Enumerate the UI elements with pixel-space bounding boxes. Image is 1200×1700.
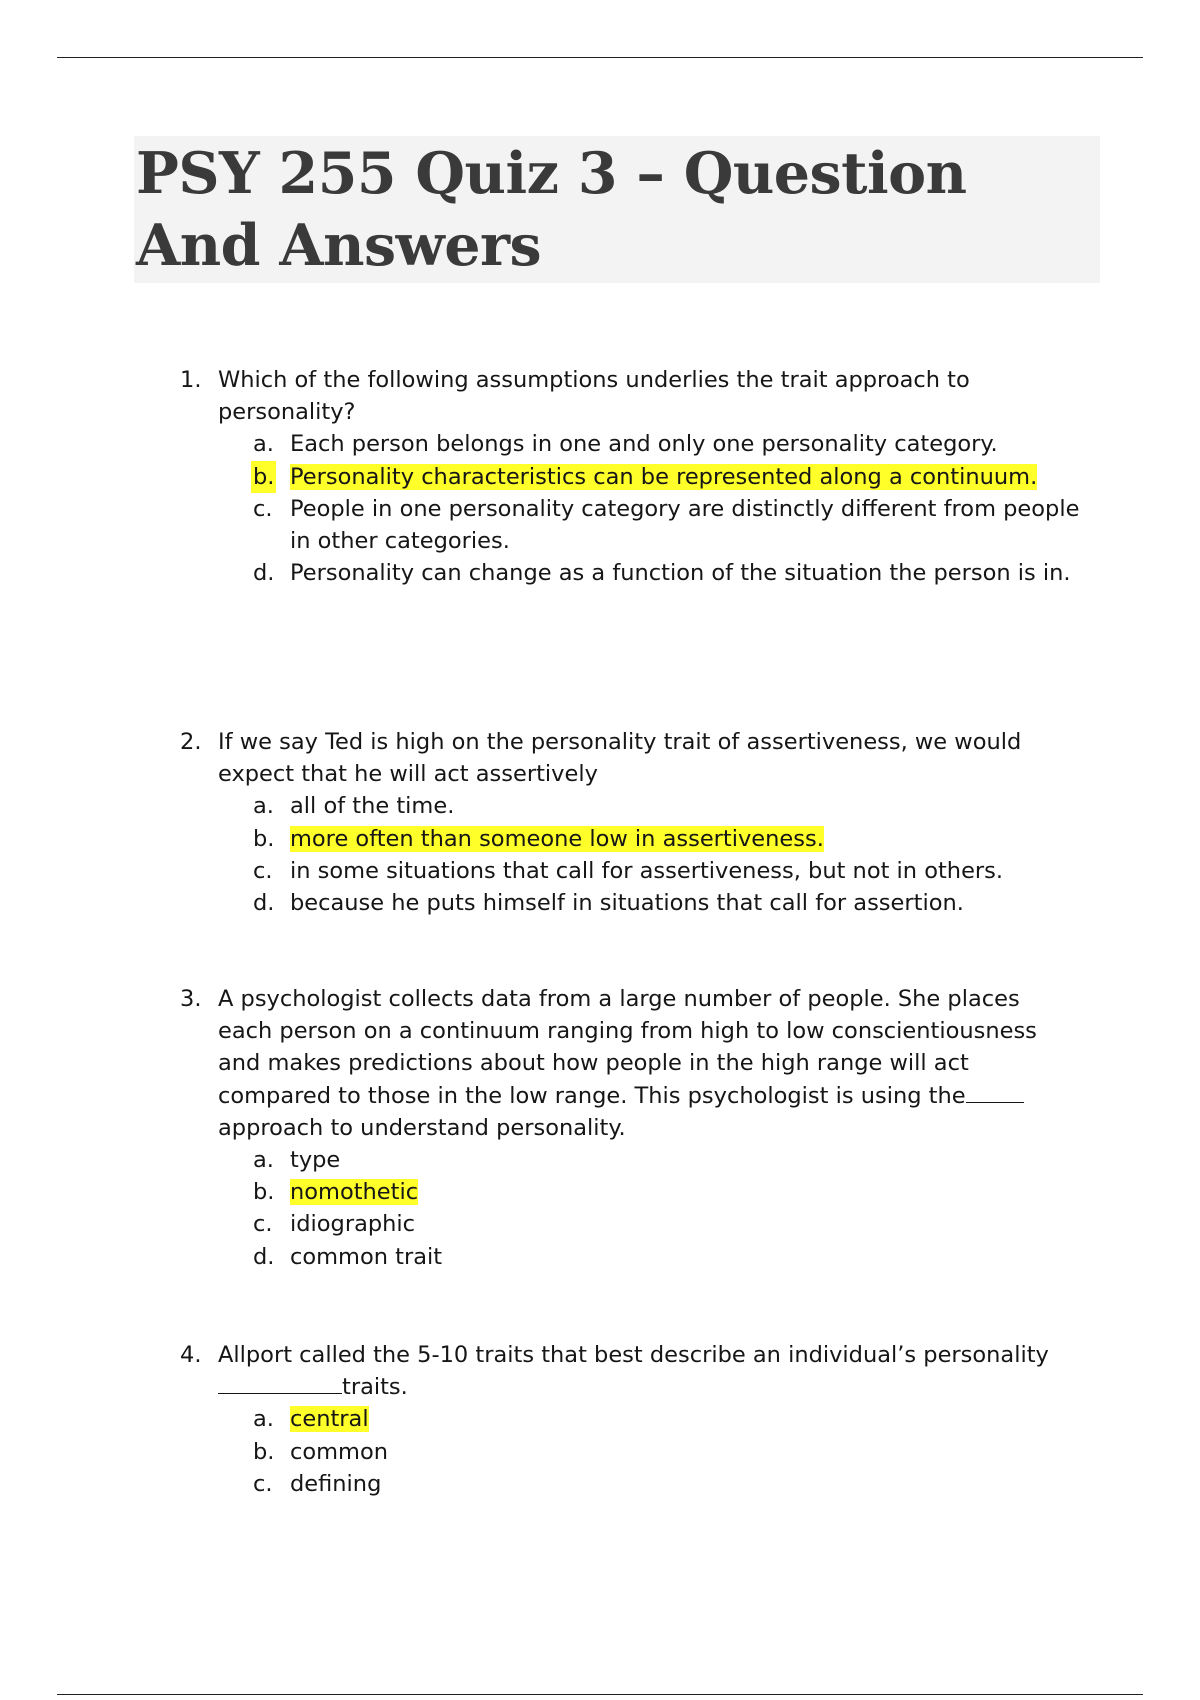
option-a [180,790,1080,822]
option-b-correct [180,823,1080,855]
option-c [180,855,1080,887]
question-number: 3. [180,986,202,1012]
option-text-highlighted: central [290,1406,369,1433]
option-a [180,1144,1080,1176]
option-b-correct [180,461,1080,493]
option-letter: c. [253,495,273,522]
option-c [180,493,1080,557]
option-letter: c. [253,1211,273,1238]
question-text: If we say Ted is high on the personality trait of assertiveness, we would expect that he will act assertively [218,729,1022,788]
question-number: 4. [180,1342,202,1368]
option-text: common trait [290,1243,443,1270]
question-text-before-blank: Allport called the 5-10 traits that best describe an individual’s personality [218,1342,1049,1368]
option-list [180,1144,1080,1273]
option-d [180,1241,1080,1273]
question-text-before-blank: A psychologist collects data from a large number of people. She places each person on a continuum ranging from high to low conscientiousness and makes predictions about how people in the high range will act compared to those in the low range. This psychologist is using the [218,986,1037,1109]
option-text: common [290,1438,388,1465]
answer-blank [966,1080,1024,1103]
question-text [218,1339,1078,1403]
option-letter: a. [253,1406,274,1433]
option-letter: d. [253,560,275,587]
option-letter: a. [253,793,274,820]
answer-blank [218,1371,342,1394]
question-1 [180,364,1080,589]
option-letter: c. [253,1470,273,1497]
option-d [180,887,1080,919]
option-text: all of the time. [290,793,455,820]
option-d [180,557,1080,589]
option-list [180,1403,1080,1500]
option-letter: d. [253,890,275,917]
option-text: Personality can change as a function of the situation the person is in. [290,560,1071,587]
question-text-after-blank: approach to understand personality. [218,1114,626,1141]
option-text-highlighted: more often than someone low in assertiveness. [290,825,824,852]
option-text: Each person belongs in one and only one personality category. [290,431,998,458]
option-letter: c. [253,857,273,884]
question-text: Which of the following assumptions underlies the trait approach to personality? [218,367,970,426]
option-text-highlighted: nomothetic [290,1179,419,1206]
option-text: People in one personality category are distinctly different from people in other categories. [290,495,1080,555]
option-a-correct [180,1403,1080,1435]
question-3 [180,983,1080,1273]
option-text: idiographic [290,1211,416,1238]
question-number: 2. [180,729,202,755]
question-number: 1. [180,367,202,393]
option-list [180,428,1080,589]
option-letter: b. [253,1179,275,1206]
footer-rule [57,1694,1143,1695]
option-letter: a. [253,431,274,458]
option-list [180,790,1080,919]
option-c [180,1208,1080,1240]
option-text: defining [290,1470,382,1497]
option-text: in some situations that call for assertiveness, but not in others. [290,857,1004,884]
question-4 [180,1339,1080,1500]
question-text [218,983,1078,1144]
option-b-correct [180,1176,1080,1208]
document-title: PSY 255 Quiz 3 – Question And Answers [136,140,967,279]
option-a [180,428,1080,460]
option-letter: d. [253,1243,275,1270]
option-letter: b. [251,461,276,493]
option-text-highlighted: Personality characteristics can be represented along a continuum. [290,463,1038,490]
option-letter: b. [253,825,275,852]
question-text-after-blank: traits. [342,1374,408,1401]
option-text: type [290,1147,341,1174]
option-c [180,1468,1080,1500]
option-b [180,1436,1080,1468]
option-text: because he puts himself in situations that call for assertion. [290,890,964,917]
option-letter: b. [253,1438,275,1465]
question-2 [180,726,1080,919]
header-rule [57,57,1143,58]
option-letter: a. [253,1147,274,1174]
